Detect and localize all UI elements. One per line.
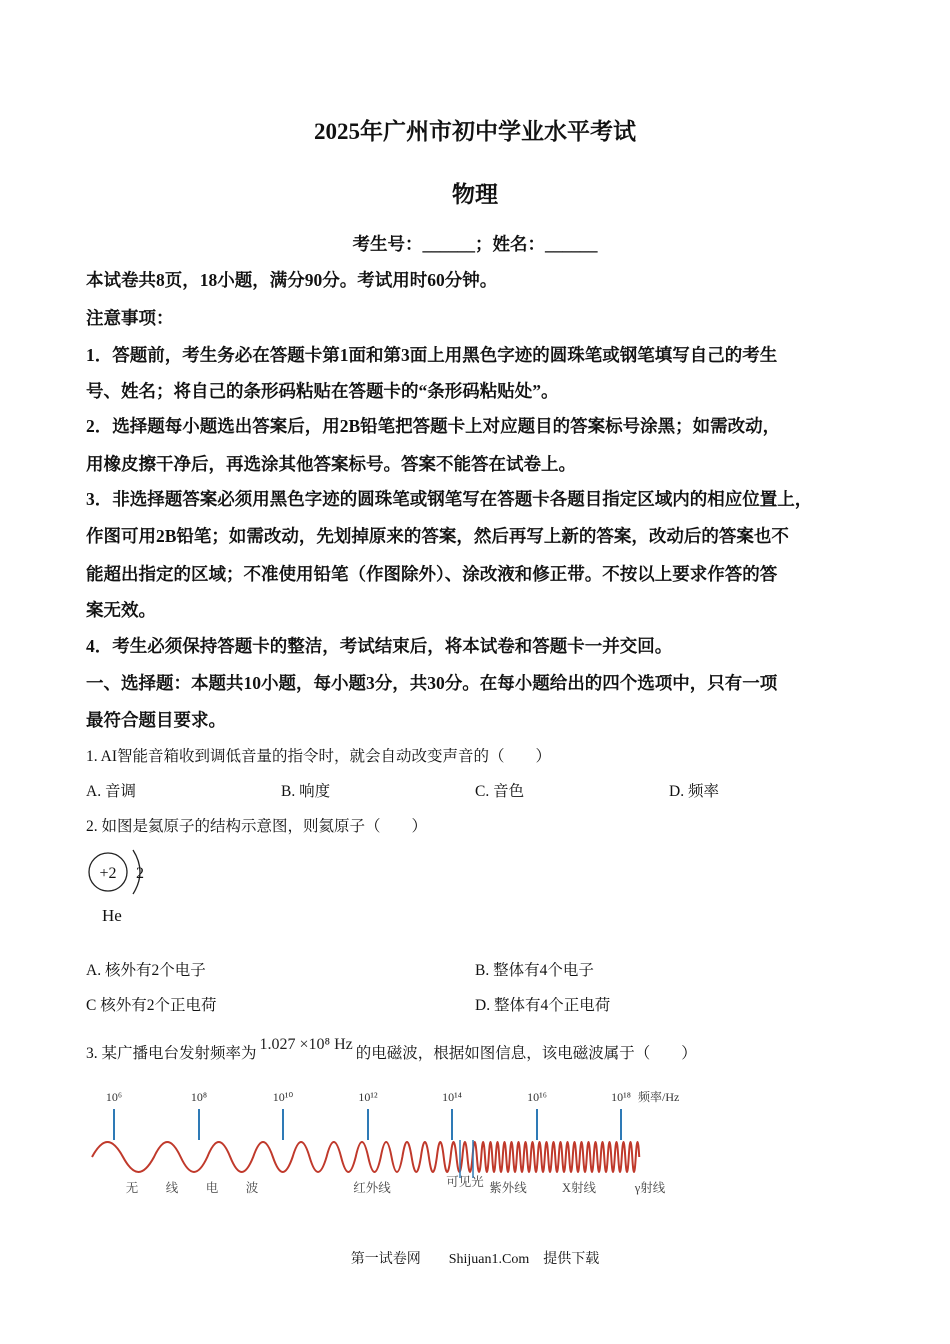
- spectrum-tick-label: 10¹²: [358, 1090, 378, 1104]
- q3-stem-after: 的电磁波，根据如图信息，该电磁波属于（ ）: [355, 1045, 697, 1062]
- spectrum-tick-label: 10⁶: [105, 1090, 123, 1104]
- section-heading: 一、选择题：本题共10小题，每小题3分，共30分。在每小题给出的四个选项中，只有一项: [86, 673, 778, 693]
- question-3-stem: [86, 1036, 697, 1063]
- note-line: 案无效。: [86, 600, 156, 620]
- spectrum-band-label: 无: [125, 1181, 139, 1195]
- note-line: 作图可用2B铅笔；如需改动，先划掉原来的答案，然后再写上新的答案，改动后的答案也不: [86, 526, 789, 546]
- spectrum-band-label: 线: [165, 1181, 179, 1195]
- spectrum-tick-label: 10¹⁴: [442, 1090, 462, 1104]
- note-line: 4．考生必须保持答题卡的整洁，考试结束后，将本试卷和答题卡一并交回。: [86, 636, 673, 656]
- notice-heading: 注意事项：: [86, 308, 174, 328]
- spectrum-band-label: γ射线: [634, 1181, 666, 1195]
- candidate-line: 考生号：______；姓名：______: [352, 234, 598, 254]
- exam-summary: 本试卷共8页，18小题，满分90分。考试用时60分钟。: [86, 270, 498, 290]
- footer-text: 第一试卷网 Shijuan1.Com 提供下载: [350, 1252, 600, 1267]
- q3-stem-before: 3. 某广播电台发射频率为: [86, 1045, 257, 1062]
- spectrum-unit-label: 频率/Hz: [638, 1090, 680, 1104]
- question-2-stem: 2. 如图是氦原子的结构示意图，则氦原子（ ）: [86, 818, 428, 835]
- q2-option-b: B. 整体有4个电子: [475, 962, 594, 979]
- q3-frequency-formula: 1.027 ×10⁸ Hz: [259, 1036, 353, 1053]
- spectrum-band-label: 紫外线: [489, 1181, 527, 1195]
- nucleus-charge-label: +2: [99, 865, 117, 882]
- spectrum-band-label: 红外线: [353, 1181, 391, 1195]
- q1-option-a: A. 音调: [86, 783, 136, 800]
- q1-option-c: C. 音色: [475, 783, 525, 800]
- spectrum-band-label: 波: [245, 1181, 259, 1195]
- q2-option-c: C 核外有2个正电荷: [86, 997, 217, 1014]
- electromagnetic-spectrum-diagram: [80, 1082, 720, 1208]
- q2-option-d: D. 整体有4个正电荷: [475, 997, 611, 1014]
- exam-title: 2025年广州市初中学业水平考试: [314, 119, 636, 144]
- electron-count-label: 2: [136, 865, 144, 882]
- q2-option-a: A. 核外有2个电子: [86, 962, 206, 979]
- helium-atom-diagram: [84, 846, 164, 902]
- spectrum-tick-label: 10⁸: [190, 1090, 208, 1104]
- note-line: 能超出指定的区域；不准使用铅笔（作图除外）、涂改液和修正带。不按以上要求作答的答: [86, 564, 778, 584]
- note-line: 2．选择题每小题选出答案后，用2B铅笔把答题卡上对应题目的答案标号涂黑；如需改动，: [86, 416, 781, 436]
- subject-title: 物理: [452, 182, 498, 207]
- spectrum-band-label: 电: [205, 1181, 219, 1195]
- spectrum-tick-label: 10¹⁰: [272, 1090, 294, 1104]
- spectrum-wave: [92, 1142, 639, 1172]
- spectrum-tick-label: 10¹⁸: [611, 1090, 631, 1104]
- note-line: 号、姓名；将自己的条形码粘贴在答题卡的“条形码粘贴处”。: [86, 381, 559, 401]
- note-line: 1．答题前，考生务必在答题卡第1面和第3面上用黑色字迹的圆珠笔或钢笔填写自己的考生: [86, 345, 778, 365]
- note-line: 用橡皮擦干净后，再选涂其他答案标号。答案不能答在试卷上。: [86, 454, 576, 474]
- q1-option-b: B. 响度: [281, 783, 331, 800]
- section-heading: 最符合题目要求。: [86, 710, 226, 730]
- spectrum-band-label: 可见光: [446, 1175, 484, 1189]
- spectrum-band-label: X射线: [561, 1181, 597, 1195]
- note-line: 3．非选择题答案必须用黑色字迹的圆珠笔或钢笔写在答题卡各题目指定区域内的相应位置上，: [86, 489, 813, 509]
- question-1-stem: 1. AI智能音箱收到调低音量的指令时，就会自动改变声音的（ ）: [86, 748, 552, 765]
- q1-option-d: D. 频率: [669, 783, 719, 800]
- spectrum-tick-label: 10¹⁶: [527, 1090, 547, 1104]
- element-symbol: He: [102, 906, 122, 925]
